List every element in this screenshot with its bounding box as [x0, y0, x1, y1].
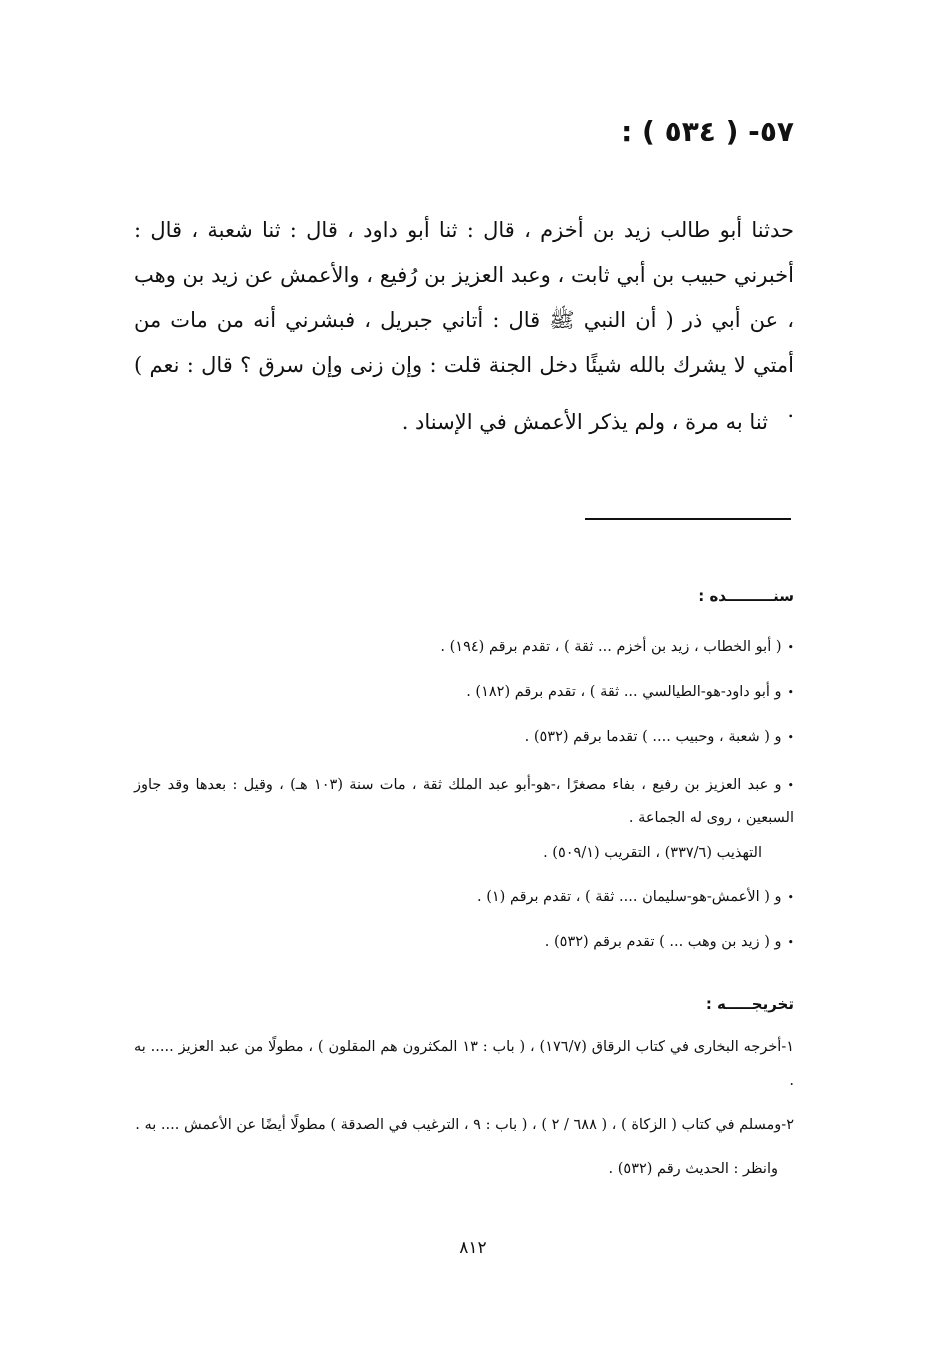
takhrij-heading: تخريجـــــه :	[705, 995, 794, 1013]
hadith-note: ثنا به مرة ، ولم يذكر الأعمش في الإسناد .	[401, 410, 768, 434]
isnad-item	[134, 679, 794, 706]
isnad-item	[134, 884, 794, 911]
bullet-icon: •	[787, 641, 794, 654]
bullet-icon: •	[787, 686, 794, 699]
isnad-item-text: ( أبو الخطاب ، زيد بن أخزم ... ثقة ) ، تقدم برقم (١٩٤) .	[440, 639, 782, 655]
takhrij-see-also: وانظر : الحديث رقم (٥٣٢) .	[608, 1161, 778, 1177]
isnad-list	[134, 634, 794, 974]
bullet-icon: •	[787, 891, 794, 904]
isnad-item	[134, 929, 794, 956]
takhrij-list	[134, 1030, 794, 1196]
hadith-text	[134, 208, 794, 433]
bullet-icon: •	[787, 779, 794, 792]
page-number: ٨١٢	[459, 1238, 487, 1258]
isnad-item	[134, 724, 794, 751]
isnad-item-text: و ( الأعمش-هو-سليمان .... ثقة ) ، تقدم برقم (١) .	[476, 889, 782, 905]
footnote-separator	[585, 518, 791, 520]
takhrij-item: ٢-ومسلم في كتاب ( الزكاة ) ، ( ٦٨٨ / ٢ ) ، ( باب : ٩ ، الترغيب في الصدقة ) مطولًا أيضًا عن الأعمش .... به .	[135, 1117, 794, 1133]
isnad-item	[134, 769, 794, 834]
isnad-item-text: و ( شعبة ، وحبيب .... ) تقدما برقم (٥٣٢) .	[524, 729, 782, 745]
hadith-text-body: حدثنا أبو طالب زيد بن أخزم ، قال : ثنا أبو داود ، قال : ثنا شعبة ، قال : أخبرني حبيب بن أبي ثابت ، وعبد العزيز بن رُفيع ، والأعمش عن زيد بن وهب ، عن أبي ذر ( أن النبي ﷺ قال : أتاني جبريل ، فبشرني أنه من مات من أمتي لا يشرك بالله شيئًا دخل الجنة قلت : وإن زنى وإن سرق ؟ قال : نعم ) .	[134, 218, 794, 422]
isnad-item-text: و عبد العزيز بن رفيع ، بفاء مصغرًا ،-هو-أبو عبد الملك ثقة ، مات سنة (١٠٣ هـ) ، وقيل : بعدها وقد جاوز السبعين ، روى له الجماعة .	[134, 777, 794, 826]
bullet-icon: •	[787, 731, 794, 744]
isnad-item	[134, 634, 794, 661]
isnad-heading: سنـــــــــده :	[698, 587, 794, 605]
isnad-item-text: و ( زيد بن وهب ... ) تقدم برقم (٥٣٢) .	[544, 934, 782, 950]
takhrij-item: ١-أخرجه البخارى في كتاب الرقاق (١٧٦/٧) ، ( باب : ١٣ المكثرون هم المقلون ) ، مطولًا من عبد العزيز ..... به .	[134, 1039, 795, 1089]
bullet-icon: •	[787, 936, 794, 949]
isnad-reference	[134, 840, 794, 866]
hadith-number-heading: ٥٧- ( ٥٣٤ ) :	[621, 115, 794, 148]
isnad-reference-text: التهذيب (٣٣٧/٦) ، التقريب (٥٠٩/١) .	[543, 845, 762, 861]
isnad-item-text: و أبو داود-هو-الطيالسي ... ثقة ) ، تقدم برقم (١٨٢) .	[466, 684, 782, 700]
